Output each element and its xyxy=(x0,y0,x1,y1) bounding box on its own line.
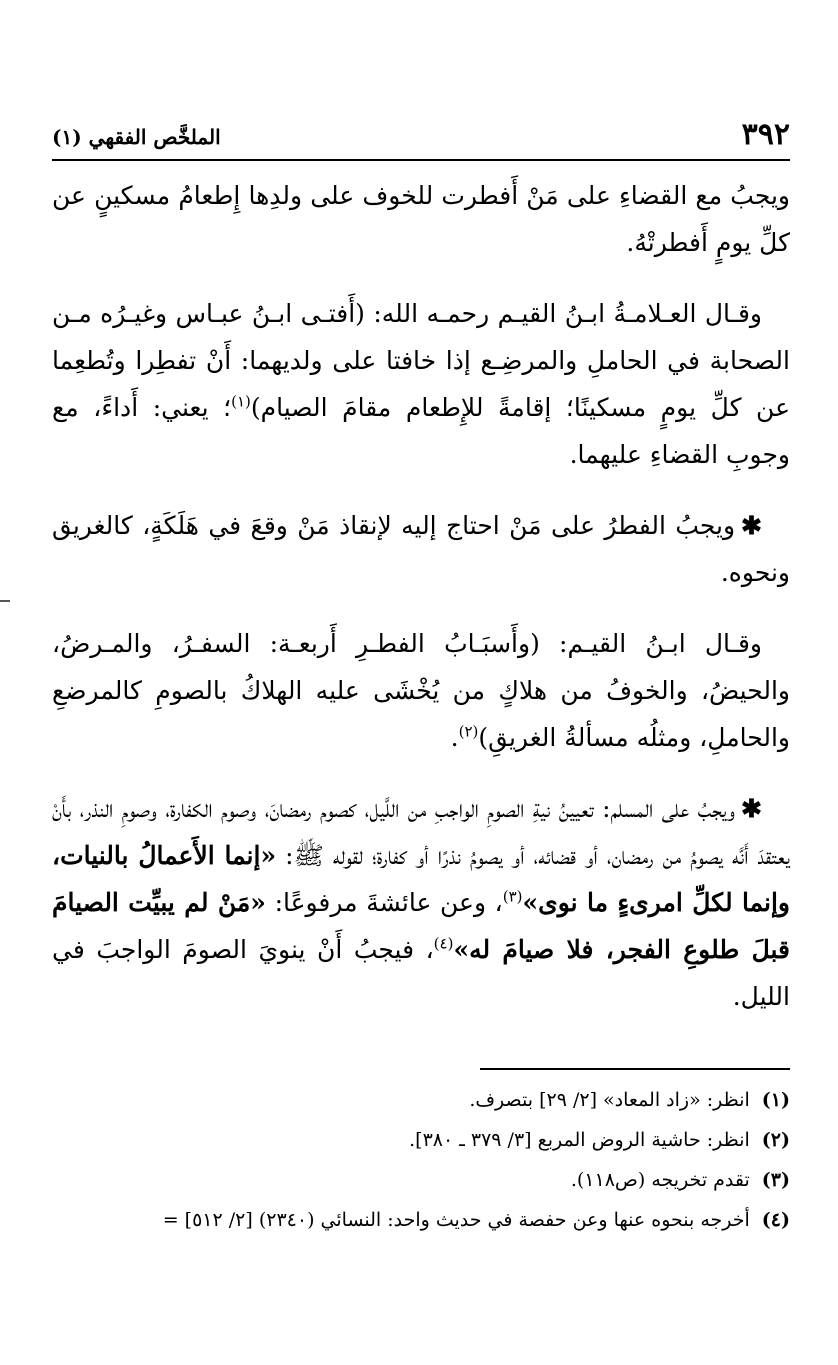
paragraph-text: ويجبُ الفطرُ على مَنْ احتاج إليه لإنقاذ مَنْ وقعَ في هَلَكَةٍ، كالغريق ونحوه. xyxy=(52,511,790,587)
footnote-number: (٤) xyxy=(761,1209,790,1231)
footnote-text: تقدم تخريجه (ص١١٨). xyxy=(570,1169,750,1191)
paragraph-text: ؛ يعني: أَداءً، مع وجوبِ القضاءِ عليهما. xyxy=(52,393,790,469)
paragraph-4 xyxy=(52,620,790,761)
footnote-item xyxy=(40,1080,790,1120)
running-title: الملخَّص الفقهي (١) xyxy=(52,125,221,149)
footnote-text: انظر: حاشية الروض المربع [٣/ ٣٧٩ ـ ٣٨٠]. xyxy=(409,1129,750,1151)
paragraph-text: . xyxy=(450,723,459,752)
footnote-ref: (٣) xyxy=(502,887,523,906)
footnote-text: انظر: «زاد المعاد» [٢/ ٢٩] بتصرف. xyxy=(469,1089,750,1111)
paragraph-text: ويجبُ مع القضاءِ على مَنْ أَفطرت للخوف على ولدِها إِطعامُ مسكينٍ عن كلِّ يومٍ أَفطرتْهُ. xyxy=(52,181,790,257)
footnote-number: (٣) xyxy=(761,1169,790,1191)
paragraph-text: ، وعن عائشةَ مرفوعًا: xyxy=(265,888,503,917)
footnote-ref: (١) xyxy=(231,392,251,411)
paragraph-1 xyxy=(52,172,790,266)
footnote-separator xyxy=(480,1068,790,1070)
paragraph-text: وقـال ابـنُ القيـم: (وأَسبَـابُ الفطـرِ أَربعـة: السفـرُ، والمـرضُ، والحيضُ، والخوفُ من هلاكٍ من يُخْشَى عليه الهلاكُ بالصومِ كالمرضعِ والحاملِ، ومثلُه مسألةُ الغريقِ) xyxy=(52,629,790,752)
footnote-ref: (٤) xyxy=(433,934,454,953)
asterisk-icon: ✱ xyxy=(741,794,762,823)
main-text xyxy=(52,172,790,1044)
footnote-item xyxy=(40,1160,790,1200)
paragraph-text: وقـال العـلامـةُ ابـنُ القيـم رحمـه الله: (أَفتـى ابـنُ عبـاس وغيـرُه مـن الصحابة في الحاملِ والمرضِـع إذا خافتا على ولديهما: أَنْ تفطِرا وتُطعِما عن كلِّ يومٍ مسكينًا؛ إقامةً للإِطعام مقامَ الصيام) xyxy=(52,299,791,422)
footnote-number: (٢) xyxy=(761,1129,790,1151)
footnote-item xyxy=(40,1200,790,1240)
hadith-quote: «إنما الأَعمالُ بالنيات، وإنما لكلِّ امرىءٍ ما نوى» xyxy=(52,841,790,917)
footnote-item xyxy=(40,1120,790,1160)
footnotes xyxy=(40,1080,790,1240)
asterisk-icon: ✱ xyxy=(741,511,762,540)
footnote-ref: (٢) xyxy=(458,722,479,741)
page-header xyxy=(52,115,790,161)
paragraph-2 xyxy=(52,290,790,478)
page-number: ٣٩٢ xyxy=(741,117,790,152)
paragraph-5 xyxy=(52,785,790,1020)
paragraph-text: ، فيجبُ أَنْ ينويَ الصومَ الواجبَ في الليل. xyxy=(52,935,790,1011)
footnote-number: (١) xyxy=(761,1089,790,1111)
scan-margin-mark xyxy=(0,600,10,602)
footnote-text: أخرجه بنحوه عنها وعن حفصة في حديث واحد: النسائي (٢٣٤٠) [٢/ ٥١٢] = xyxy=(162,1209,750,1231)
paragraph-3 xyxy=(52,502,790,596)
hadith-quote: «مَنْ لم يبيِّت الصيامَ قبلَ طلوعِ الفجر، فلا صيامَ له» xyxy=(52,888,790,964)
paragraph-text: ويجبُ على المسلم: تعيينُ نيةِ الصومِ الواجبِ من اللَّيل، كصوم رمضانَ، وصوم الكفارة، وصومِ النذر، بأَنْ يعتقدَ أَنَّه يصومُ من رمضان، أو قضائه، أو يصومُ نذرًا أو كفارة؛ لقوله ﷺ: xyxy=(52,794,790,870)
